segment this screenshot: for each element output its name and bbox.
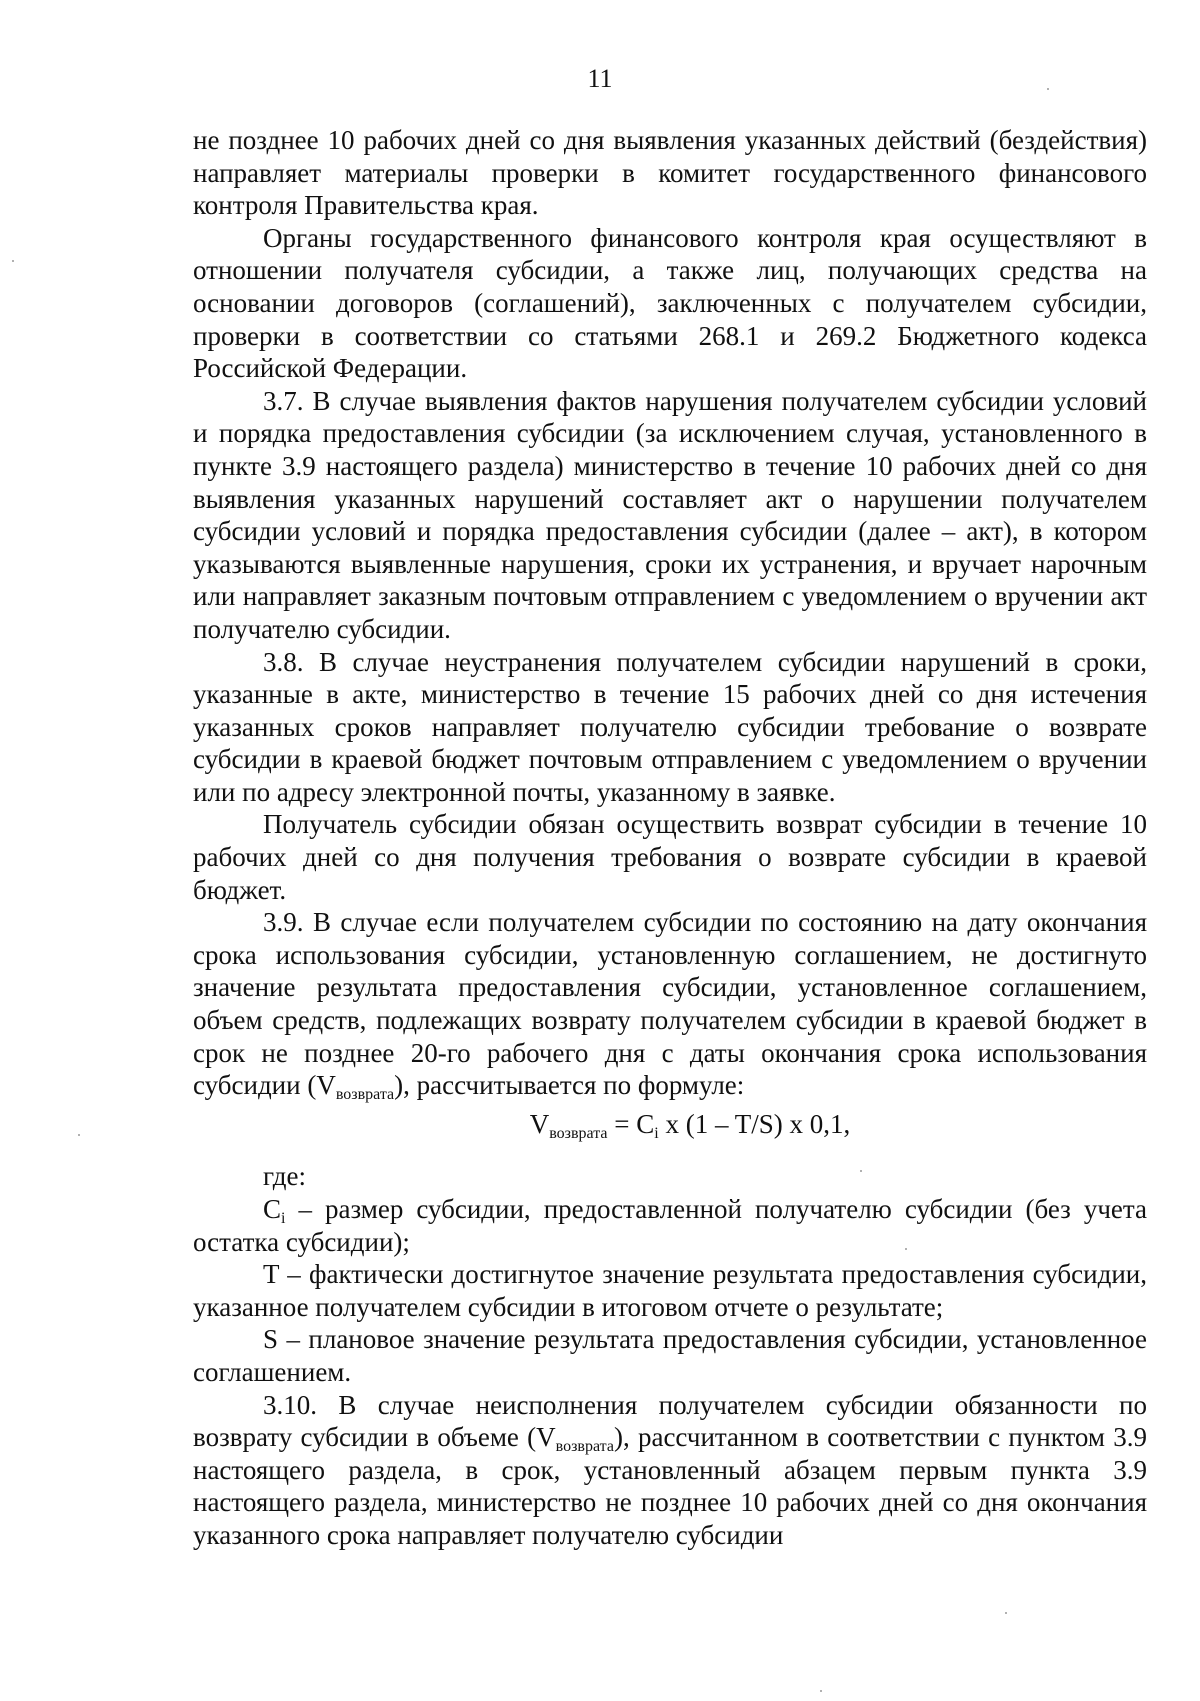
document-body [193,124,1147,1552]
scan-speck [1005,1612,1007,1614]
definition-s: S – плановое значение результата предоставления субсидии, установленное соглашением. [193,1324,1147,1387]
paragraph-continuation: не позднее 10 рабочих дней со дня выявления указанных действий (бездействия) направляет материалы проверки в комитет государственного финансового контроля Правительства края. [193,125,1147,221]
definition-t: T – фактически достигнутое значение результата предоставления субсидии, указанное получателем субсидии в итоговом отчете о результате; [193,1259,1147,1322]
paragraph-3-10-tail: ), рассчитанном в соответствии с пунктом 3.9 настоящего раздела, в срок, установленный абзацем первым пункта 3.9 настоящего раздела, министерство не позднее 10 рабочих дней со дня окончания указанного срока направляет получателю субсидии [193,1422,1148,1550]
paragraph-3-9-tail: ), рассчитывается по формуле: [394,1070,745,1101]
definition-c-text: – размер субсидии, предоставленной получателю субсидии (без учета остатка субсидии); [193,1194,1147,1257]
scan-speck [12,260,14,262]
where-label: где: [263,1161,306,1192]
subscript-vozvrata-2: возврата [555,1438,614,1456]
paragraph-financial-control: Органы государственного финансового контроля края осуществляют в отношении получателя субсидии, а также лиц, получающих средства на основании договоров (соглашений), заключенных с получателем субсидии, проверки в соответствии со статьями 268.1 и 269.2 Бюджетного кодекса Российской Федерации. [193,222,1147,384]
paragraph-3-8: 3.8. В случае неустранения получателем субсидии нарушений в сроки, указанные в акте, министерство в течение 15 рабочих дней со дня истечения указанных сроков направляет получателю субсидии требование о возврате субсидии в краевой бюджет почтовым отправлением с уведомлением о вручении или по адресу электронной почты, указанному в заявке. [193,646,1147,807]
scan-speck [820,1690,822,1692]
scan-speck [1047,88,1049,90]
definition-c [193,1193,1147,1258]
scan-speck [905,1248,907,1250]
formula-c-subscript: i [654,1124,659,1142]
formula-v: V [529,1108,550,1139]
definition-c-letter: C [263,1194,282,1224]
paragraph-3-7: 3.7. В случае выявления фактов нарушения получателем субсидии условий и порядка предоставления субсидии (за исключением случая, установленного в пункте 3.9 настоящего раздела) министерство в течение 10 рабочих дней со дня выявления указанных нарушений составляет акт о нарушении получателем субсидии условий и порядка предоставления субсидии (далее – акт), в котором указываются выявленные нарушения, сроки их устранения, и вручает нарочным или направляет заказным почтовым отправлением с уведомлением о вручении акт получателю субсидии. [193,385,1147,644]
definition-c-subscript: i [281,1210,286,1227]
formula-equals-c: = C [607,1108,655,1139]
paragraph-3-9 [193,906,1147,1102]
paragraph-3-9-text: 3.9. В случае если получателем субсидии по состоянию на дату окончания срока использования субсидии, установленную соглашением, не достигнуто значение результата предоставления субсидии, установленное соглашением, объем средств, подлежащих возврату получателем субсидии в краевой бюджет в срок не позднее 20-го рабочего дня с даты окончания срока использования субсидии (V [193,907,1147,1101]
paragraph-3-10 [193,1389,1147,1552]
subscript-vozvrata: возврата [335,1086,395,1104]
page-number: 11 [587,64,613,93]
scan-speck [860,1170,862,1172]
return-formula [193,1108,1147,1141]
formula-v-subscript: возврата [549,1124,608,1142]
paragraph-3-10-text: 3.10. В случае неисполнения получателем субсидии обязанности по возврату субсидии в объеме (V [193,1389,1147,1453]
paragraph-return-obligation: Получатель субсидии обязан осуществить возврат субсидии в течение 10 рабочих дней со дня получения требования о возврате субсидии в краевой бюджет. [193,809,1147,905]
formula-expression: x (1 – T/S) x 0,1, [658,1108,851,1139]
scan-speck [78,1134,80,1136]
